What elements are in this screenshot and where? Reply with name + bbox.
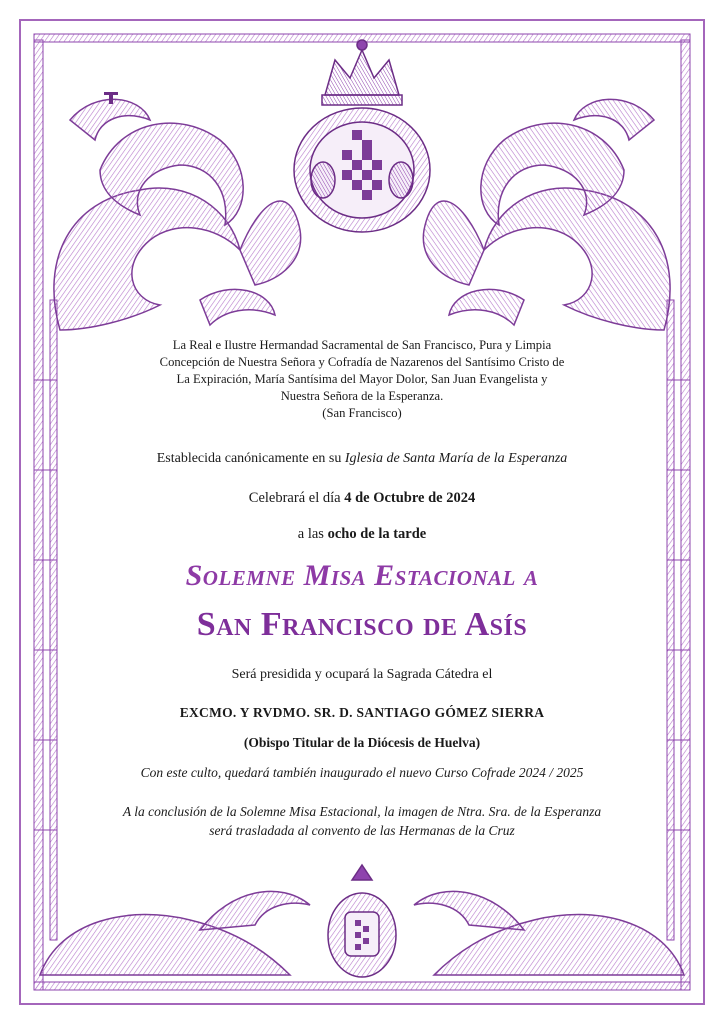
saint-title: San Francisco de Asís [196, 606, 528, 643]
presided-line: Será presidida y ocupará la Sagrada Cátedra el [231, 667, 493, 682]
mass-title: Solemne Misa Estacional a [185, 559, 539, 592]
established-prefix: Establecida canónicamente en su [156, 451, 345, 466]
intro-line: La Expiración, María Santísima del Mayor Dolor, San Juan Evangelista y [176, 372, 548, 386]
small-crest-icon [328, 865, 396, 977]
conclusion [0, 802, 724, 840]
brotherhood-intro [0, 337, 724, 422]
church-name: Iglesia de Santa María de la Esperanza [344, 451, 568, 466]
conclusion-line: será trasladada al convento de las Hermanas de la Cruz [209, 823, 515, 838]
intro-line: (San Francisco) [322, 406, 402, 420]
intro-line: La Real e Ilustre Hermandad Sacramental de San Francisco, Pura y Limpia [172, 338, 552, 352]
celebration-prefix: Celebrará el día [248, 490, 345, 506]
established-line [0, 451, 724, 467]
bishop-role: (Obispo Titular de la Diócesis de Huelva) [243, 735, 481, 750]
time-prefix: a las [297, 526, 328, 542]
intro-line: Concepción de Nuestra Señora y Cofradía de Nazarenos del Santísimo Cristo de [159, 355, 565, 369]
intro-line: Nuestra Señora de la Esperanza. [280, 389, 444, 403]
top-right-scrolls [423, 99, 670, 330]
course-line: Con este culto, quedará también inaugurado el nuevo Curso Cofrade 2024 / 2025 [140, 765, 584, 780]
conclusion-line: A la conclusión de la Solemne Misa Estacional, la imagen de Ntra. Sra. de la Esperanza [122, 804, 602, 819]
left-column [34, 40, 57, 990]
bishop-name: EXCMO. Y RVDMO. SR. D. SANTIAGO GÓMEZ SIERRA [179, 705, 545, 720]
right-column [667, 40, 690, 990]
crown-crest-icon [294, 40, 430, 232]
celebration-date: 4 de Octubre de 2024 [344, 490, 476, 506]
time-line [0, 526, 724, 543]
top-left-scrolls [54, 99, 301, 330]
time-hour: ocho de la tarde [327, 526, 427, 542]
celebration-line [0, 490, 724, 507]
